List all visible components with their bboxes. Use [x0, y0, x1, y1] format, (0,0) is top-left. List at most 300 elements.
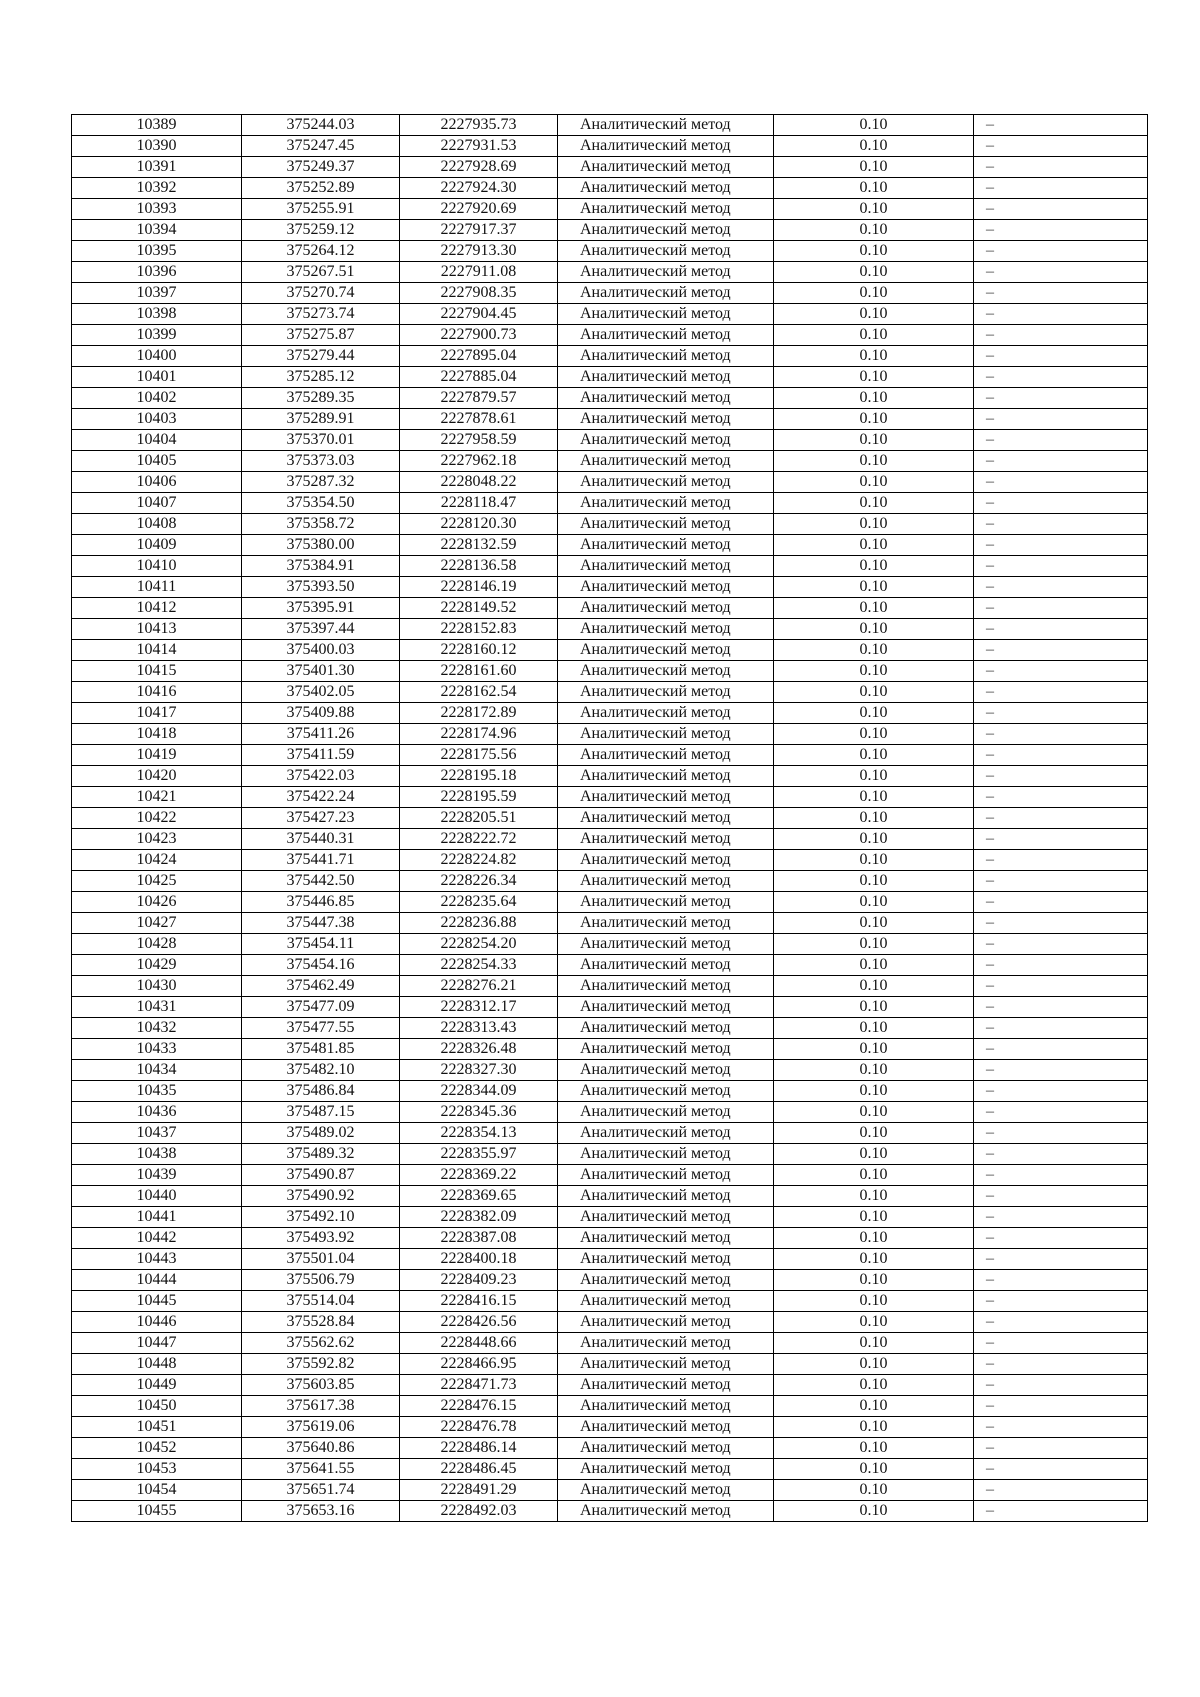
description-cell: – — [974, 1207, 1148, 1228]
description-cell: – — [974, 178, 1148, 199]
x-coordinate-cell: 375422.24 — [242, 787, 400, 808]
y-coordinate-cell: 2228345.36 — [400, 1102, 558, 1123]
accuracy-cell: 0.10 — [774, 115, 974, 136]
method-cell: Аналитический метод — [558, 262, 774, 283]
accuracy-cell: 0.10 — [774, 682, 974, 703]
y-coordinate-cell: 2228354.13 — [400, 1123, 558, 1144]
y-coordinate-cell: 2227904.45 — [400, 304, 558, 325]
method-cell: Аналитический метод — [558, 640, 774, 661]
method-cell: Аналитический метод — [558, 304, 774, 325]
table-row — [72, 493, 1148, 514]
table-row — [72, 661, 1148, 682]
accuracy-cell: 0.10 — [774, 346, 974, 367]
method-cell: Аналитический метод — [558, 346, 774, 367]
method-cell: Аналитический метод — [558, 241, 774, 262]
method-cell: Аналитический метод — [558, 913, 774, 934]
method-cell: Аналитический метод — [558, 472, 774, 493]
method-cell: Аналитический метод — [558, 661, 774, 682]
table-row — [72, 1249, 1148, 1270]
method-cell: Аналитический метод — [558, 1165, 774, 1186]
point-number-cell: 10446 — [72, 1312, 242, 1333]
method-cell: Аналитический метод — [558, 724, 774, 745]
point-number-cell: 10425 — [72, 871, 242, 892]
accuracy-cell: 0.10 — [774, 325, 974, 346]
x-coordinate-cell: 375285.12 — [242, 367, 400, 388]
accuracy-cell: 0.10 — [774, 871, 974, 892]
point-number-cell: 10435 — [72, 1081, 242, 1102]
accuracy-cell: 0.10 — [774, 1291, 974, 1312]
method-cell: Аналитический метод — [558, 619, 774, 640]
x-coordinate-cell: 375279.44 — [242, 346, 400, 367]
description-cell: – — [974, 409, 1148, 430]
point-number-cell: 10420 — [72, 766, 242, 787]
table-row — [72, 157, 1148, 178]
description-cell: – — [974, 451, 1148, 472]
y-coordinate-cell: 2228369.65 — [400, 1186, 558, 1207]
x-coordinate-cell: 375401.30 — [242, 661, 400, 682]
table-row — [72, 871, 1148, 892]
x-coordinate-cell: 375489.32 — [242, 1144, 400, 1165]
description-cell: – — [974, 1039, 1148, 1060]
x-coordinate-cell: 375373.03 — [242, 451, 400, 472]
table-row — [72, 283, 1148, 304]
description-cell: – — [974, 1459, 1148, 1480]
point-number-cell: 10396 — [72, 262, 242, 283]
point-number-cell: 10432 — [72, 1018, 242, 1039]
point-number-cell: 10402 — [72, 388, 242, 409]
x-coordinate-cell: 375641.55 — [242, 1459, 400, 1480]
accuracy-cell: 0.10 — [774, 1375, 974, 1396]
table-row — [72, 1102, 1148, 1123]
point-number-cell: 10417 — [72, 703, 242, 724]
y-coordinate-cell: 2228195.59 — [400, 787, 558, 808]
table-row — [72, 619, 1148, 640]
method-cell: Аналитический метод — [558, 1396, 774, 1417]
accuracy-cell: 0.10 — [774, 640, 974, 661]
y-coordinate-cell: 2227958.59 — [400, 430, 558, 451]
accuracy-cell: 0.10 — [774, 136, 974, 157]
method-cell: Аналитический метод — [558, 157, 774, 178]
description-cell: – — [974, 640, 1148, 661]
accuracy-cell: 0.10 — [774, 1354, 974, 1375]
description-cell: – — [974, 598, 1148, 619]
description-cell: – — [974, 1144, 1148, 1165]
table-row — [72, 1228, 1148, 1249]
table-row — [72, 1018, 1148, 1039]
accuracy-cell: 0.10 — [774, 1438, 974, 1459]
description-cell: – — [974, 997, 1148, 1018]
table-row — [72, 388, 1148, 409]
description-cell: – — [974, 556, 1148, 577]
y-coordinate-cell: 2228486.14 — [400, 1438, 558, 1459]
accuracy-cell: 0.10 — [774, 829, 974, 850]
description-cell: – — [974, 787, 1148, 808]
point-number-cell: 10431 — [72, 997, 242, 1018]
x-coordinate-cell: 375487.15 — [242, 1102, 400, 1123]
point-number-cell: 10423 — [72, 829, 242, 850]
y-coordinate-cell: 2228149.52 — [400, 598, 558, 619]
method-cell: Аналитический метод — [558, 976, 774, 997]
y-coordinate-cell: 2227928.69 — [400, 157, 558, 178]
x-coordinate-cell: 375490.92 — [242, 1186, 400, 1207]
method-cell: Аналитический метод — [558, 997, 774, 1018]
point-number-cell: 10438 — [72, 1144, 242, 1165]
y-coordinate-cell: 2228048.22 — [400, 472, 558, 493]
description-cell: – — [974, 829, 1148, 850]
description-cell: – — [974, 283, 1148, 304]
accuracy-cell: 0.10 — [774, 1018, 974, 1039]
y-coordinate-cell: 2227911.08 — [400, 262, 558, 283]
x-coordinate-cell: 375592.82 — [242, 1354, 400, 1375]
y-coordinate-cell: 2227900.73 — [400, 325, 558, 346]
method-cell: Аналитический метод — [558, 493, 774, 514]
description-cell: – — [974, 157, 1148, 178]
x-coordinate-cell: 375275.87 — [242, 325, 400, 346]
description-cell: – — [974, 1270, 1148, 1291]
accuracy-cell: 0.10 — [774, 178, 974, 199]
table-row — [72, 745, 1148, 766]
x-coordinate-cell: 375427.23 — [242, 808, 400, 829]
table-row — [72, 829, 1148, 850]
table-row — [72, 136, 1148, 157]
point-number-cell: 10448 — [72, 1354, 242, 1375]
description-cell: – — [974, 1375, 1148, 1396]
description-cell: – — [974, 1333, 1148, 1354]
description-cell: – — [974, 388, 1148, 409]
accuracy-cell: 0.10 — [774, 703, 974, 724]
x-coordinate-cell: 375244.03 — [242, 115, 400, 136]
method-cell: Аналитический метод — [558, 934, 774, 955]
description-cell: – — [974, 1165, 1148, 1186]
description-cell: – — [974, 1291, 1148, 1312]
description-cell: – — [974, 493, 1148, 514]
x-coordinate-cell: 375358.72 — [242, 514, 400, 535]
description-cell: – — [974, 367, 1148, 388]
table-row — [72, 724, 1148, 745]
x-coordinate-cell: 375619.06 — [242, 1417, 400, 1438]
accuracy-cell: 0.10 — [774, 1144, 974, 1165]
description-cell: – — [974, 1060, 1148, 1081]
y-coordinate-cell: 2227913.30 — [400, 241, 558, 262]
y-coordinate-cell: 2228355.97 — [400, 1144, 558, 1165]
table-row — [72, 472, 1148, 493]
y-coordinate-cell: 2227885.04 — [400, 367, 558, 388]
y-coordinate-cell: 2227879.57 — [400, 388, 558, 409]
point-number-cell: 10449 — [72, 1375, 242, 1396]
y-coordinate-cell: 2228313.43 — [400, 1018, 558, 1039]
accuracy-cell: 0.10 — [774, 934, 974, 955]
y-coordinate-cell: 2227895.04 — [400, 346, 558, 367]
y-coordinate-cell: 2228344.09 — [400, 1081, 558, 1102]
table-row — [72, 409, 1148, 430]
description-cell: – — [974, 1249, 1148, 1270]
table-row — [72, 556, 1148, 577]
table-row — [72, 325, 1148, 346]
x-coordinate-cell: 375482.10 — [242, 1060, 400, 1081]
table-row — [72, 1396, 1148, 1417]
accuracy-cell: 0.10 — [774, 1081, 974, 1102]
description-cell: – — [974, 682, 1148, 703]
y-coordinate-cell: 2227878.61 — [400, 409, 558, 430]
description-cell: – — [974, 325, 1148, 346]
x-coordinate-cell: 375259.12 — [242, 220, 400, 241]
y-coordinate-cell: 2228369.22 — [400, 1165, 558, 1186]
description-cell: – — [974, 913, 1148, 934]
description-cell: – — [974, 115, 1148, 136]
x-coordinate-cell: 375255.91 — [242, 199, 400, 220]
method-cell: Аналитический метод — [558, 1375, 774, 1396]
x-coordinate-cell: 375653.16 — [242, 1501, 400, 1522]
accuracy-cell: 0.10 — [774, 1501, 974, 1522]
method-cell: Аналитический метод — [558, 871, 774, 892]
table-row — [72, 178, 1148, 199]
description-cell: – — [974, 220, 1148, 241]
point-number-cell: 10444 — [72, 1270, 242, 1291]
table-row — [72, 262, 1148, 283]
point-number-cell: 10398 — [72, 304, 242, 325]
y-coordinate-cell: 2228236.88 — [400, 913, 558, 934]
table-row — [72, 1480, 1148, 1501]
description-cell: – — [974, 745, 1148, 766]
table-row — [72, 1291, 1148, 1312]
table-row — [72, 1186, 1148, 1207]
y-coordinate-cell: 2228172.89 — [400, 703, 558, 724]
y-coordinate-cell: 2228174.96 — [400, 724, 558, 745]
y-coordinate-cell: 2228476.15 — [400, 1396, 558, 1417]
y-coordinate-cell: 2228205.51 — [400, 808, 558, 829]
accuracy-cell: 0.10 — [774, 1186, 974, 1207]
x-coordinate-cell: 375446.85 — [242, 892, 400, 913]
description-cell: – — [974, 430, 1148, 451]
method-cell: Аналитический метод — [558, 1438, 774, 1459]
y-coordinate-cell: 2228476.78 — [400, 1417, 558, 1438]
table-row — [72, 997, 1148, 1018]
y-coordinate-cell: 2228136.58 — [400, 556, 558, 577]
y-coordinate-cell: 2228409.23 — [400, 1270, 558, 1291]
y-coordinate-cell: 2227920.69 — [400, 199, 558, 220]
x-coordinate-cell: 375400.03 — [242, 640, 400, 661]
description-cell: – — [974, 1102, 1148, 1123]
description-cell: – — [974, 1480, 1148, 1501]
method-cell: Аналитический метод — [558, 1249, 774, 1270]
x-coordinate-cell: 375267.51 — [242, 262, 400, 283]
point-number-cell: 10442 — [72, 1228, 242, 1249]
point-number-cell: 10409 — [72, 535, 242, 556]
method-cell: Аналитический метод — [558, 577, 774, 598]
method-cell: Аналитический метод — [558, 766, 774, 787]
description-cell: – — [974, 976, 1148, 997]
table-row — [72, 913, 1148, 934]
method-cell: Аналитический метод — [558, 787, 774, 808]
table-row — [72, 976, 1148, 997]
x-coordinate-cell: 375370.01 — [242, 430, 400, 451]
point-number-cell: 10428 — [72, 934, 242, 955]
x-coordinate-cell: 375409.88 — [242, 703, 400, 724]
method-cell: Аналитический метод — [558, 1333, 774, 1354]
table-row — [72, 1312, 1148, 1333]
method-cell: Аналитический метод — [558, 514, 774, 535]
point-number-cell: 10429 — [72, 955, 242, 976]
table-row — [72, 304, 1148, 325]
point-number-cell: 10414 — [72, 640, 242, 661]
accuracy-cell: 0.10 — [774, 493, 974, 514]
y-coordinate-cell: 2227931.53 — [400, 136, 558, 157]
method-cell: Аналитический метод — [558, 115, 774, 136]
description-cell: – — [974, 514, 1148, 535]
table-row — [72, 1417, 1148, 1438]
x-coordinate-cell: 375402.05 — [242, 682, 400, 703]
description-cell: – — [974, 136, 1148, 157]
y-coordinate-cell: 2228486.45 — [400, 1459, 558, 1480]
description-cell: – — [974, 472, 1148, 493]
x-coordinate-cell: 375249.37 — [242, 157, 400, 178]
point-number-cell: 10401 — [72, 367, 242, 388]
accuracy-cell: 0.10 — [774, 1102, 974, 1123]
description-cell: – — [974, 661, 1148, 682]
accuracy-cell: 0.10 — [774, 1480, 974, 1501]
table-row — [72, 451, 1148, 472]
point-number-cell: 10392 — [72, 178, 242, 199]
table-row — [72, 1144, 1148, 1165]
description-cell: – — [974, 535, 1148, 556]
y-coordinate-cell: 2228132.59 — [400, 535, 558, 556]
description-cell: – — [974, 1186, 1148, 1207]
point-number-cell: 10433 — [72, 1039, 242, 1060]
accuracy-cell: 0.10 — [774, 598, 974, 619]
point-number-cell: 10440 — [72, 1186, 242, 1207]
y-coordinate-cell: 2228448.66 — [400, 1333, 558, 1354]
x-coordinate-cell: 375393.50 — [242, 577, 400, 598]
method-cell: Аналитический метод — [558, 1417, 774, 1438]
point-number-cell: 10395 — [72, 241, 242, 262]
method-cell: Аналитический метод — [558, 1501, 774, 1522]
point-number-cell: 10415 — [72, 661, 242, 682]
method-cell: Аналитический метод — [558, 199, 774, 220]
method-cell: Аналитический метод — [558, 1018, 774, 1039]
method-cell: Аналитический метод — [558, 283, 774, 304]
point-number-cell: 10437 — [72, 1123, 242, 1144]
point-number-cell: 10410 — [72, 556, 242, 577]
point-number-cell: 10390 — [72, 136, 242, 157]
accuracy-cell: 0.10 — [774, 850, 974, 871]
point-number-cell: 10407 — [72, 493, 242, 514]
point-number-cell: 10450 — [72, 1396, 242, 1417]
y-coordinate-cell: 2228276.21 — [400, 976, 558, 997]
description-cell: – — [974, 1438, 1148, 1459]
method-cell: Аналитический метод — [558, 1060, 774, 1081]
point-number-cell: 10424 — [72, 850, 242, 871]
method-cell: Аналитический метод — [558, 1039, 774, 1060]
point-number-cell: 10453 — [72, 1459, 242, 1480]
y-coordinate-cell: 2228161.60 — [400, 661, 558, 682]
accuracy-cell: 0.10 — [774, 1165, 974, 1186]
x-coordinate-cell: 375506.79 — [242, 1270, 400, 1291]
method-cell: Аналитический метод — [558, 388, 774, 409]
accuracy-cell: 0.10 — [774, 409, 974, 430]
accuracy-cell: 0.10 — [774, 262, 974, 283]
y-coordinate-cell: 2228327.30 — [400, 1060, 558, 1081]
accuracy-cell: 0.10 — [774, 1270, 974, 1291]
x-coordinate-cell: 375490.87 — [242, 1165, 400, 1186]
x-coordinate-cell: 375501.04 — [242, 1249, 400, 1270]
table-row — [72, 1501, 1148, 1522]
description-cell: – — [974, 1396, 1148, 1417]
method-cell: Аналитический метод — [558, 1291, 774, 1312]
method-cell: Аналитический метод — [558, 367, 774, 388]
x-coordinate-cell: 375354.50 — [242, 493, 400, 514]
accuracy-cell: 0.10 — [774, 514, 974, 535]
method-cell: Аналитический метод — [558, 556, 774, 577]
accuracy-cell: 0.10 — [774, 1417, 974, 1438]
description-cell: – — [974, 850, 1148, 871]
table-row — [72, 808, 1148, 829]
y-coordinate-cell: 2228235.64 — [400, 892, 558, 913]
description-cell: – — [974, 955, 1148, 976]
y-coordinate-cell: 2228416.15 — [400, 1291, 558, 1312]
x-coordinate-cell: 375442.50 — [242, 871, 400, 892]
table-row — [72, 1060, 1148, 1081]
y-coordinate-cell: 2228222.72 — [400, 829, 558, 850]
x-coordinate-cell: 375477.55 — [242, 1018, 400, 1039]
point-number-cell: 10430 — [72, 976, 242, 997]
x-coordinate-cell: 375447.38 — [242, 913, 400, 934]
method-cell: Аналитический метод — [558, 808, 774, 829]
accuracy-cell: 0.10 — [774, 1228, 974, 1249]
accuracy-cell: 0.10 — [774, 766, 974, 787]
x-coordinate-cell: 375441.71 — [242, 850, 400, 871]
y-coordinate-cell: 2228312.17 — [400, 997, 558, 1018]
point-number-cell: 10411 — [72, 577, 242, 598]
x-coordinate-cell: 375270.74 — [242, 283, 400, 304]
method-cell: Аналитический метод — [558, 1123, 774, 1144]
accuracy-cell: 0.10 — [774, 913, 974, 934]
method-cell: Аналитический метод — [558, 598, 774, 619]
accuracy-cell: 0.10 — [774, 1459, 974, 1480]
method-cell: Аналитический метод — [558, 1228, 774, 1249]
accuracy-cell: 0.10 — [774, 997, 974, 1018]
table-row — [72, 1039, 1148, 1060]
point-number-cell: 10419 — [72, 745, 242, 766]
accuracy-cell: 0.10 — [774, 1396, 974, 1417]
x-coordinate-cell: 375603.85 — [242, 1375, 400, 1396]
method-cell: Аналитический метод — [558, 682, 774, 703]
point-number-cell: 10454 — [72, 1480, 242, 1501]
y-coordinate-cell: 2227924.30 — [400, 178, 558, 199]
point-number-cell: 10397 — [72, 283, 242, 304]
method-cell: Аналитический метод — [558, 1081, 774, 1102]
y-coordinate-cell: 2228120.30 — [400, 514, 558, 535]
point-number-cell: 10439 — [72, 1165, 242, 1186]
table-row — [72, 1438, 1148, 1459]
table-row — [72, 1123, 1148, 1144]
table-row — [72, 577, 1148, 598]
description-cell: – — [974, 1018, 1148, 1039]
point-number-cell: 10412 — [72, 598, 242, 619]
accuracy-cell: 0.10 — [774, 976, 974, 997]
x-coordinate-cell: 375264.12 — [242, 241, 400, 262]
accuracy-cell: 0.10 — [774, 304, 974, 325]
point-number-cell: 10447 — [72, 1333, 242, 1354]
point-number-cell: 10443 — [72, 1249, 242, 1270]
description-cell: – — [974, 304, 1148, 325]
description-cell: – — [974, 346, 1148, 367]
y-coordinate-cell: 2228254.20 — [400, 934, 558, 955]
accuracy-cell: 0.10 — [774, 1060, 974, 1081]
method-cell: Аналитический метод — [558, 850, 774, 871]
accuracy-cell: 0.10 — [774, 955, 974, 976]
y-coordinate-cell: 2228146.19 — [400, 577, 558, 598]
x-coordinate-cell: 375422.03 — [242, 766, 400, 787]
